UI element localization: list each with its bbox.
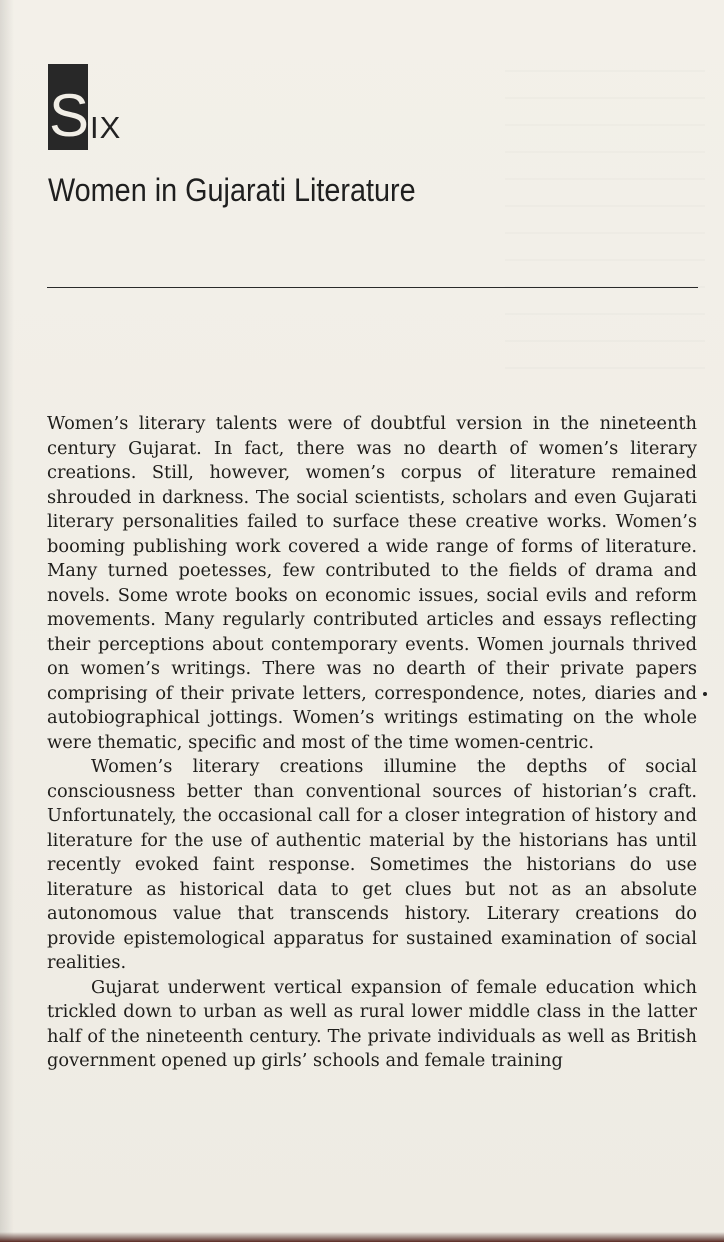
paragraph-1: Women’s literary talents were of doubtful version in the nineteenth century Gujarat. In fact, there was no dearth of women’s literary creations. Still, however, women’s corpus of literature remained shrouded in darkness. The social scientists, scholars and even Gujarati literary personalities failed to surface these creative works. Women’s booming publishing work covered a wide range of forms of literature. Many turned poetesses, few contributed to the fields of drama and novels. Some wrote books on economic issues, social evils and reform movements. Many regularly contributed articles and essays reflecting their perceptions about contemporary events. Women journals thrived on women’s writings. There was no dearth of their private papers comprising of their private letters, correspondence, notes, diaries and autobiographical jottings. Women’s writings estimating on the whole were thematic, specific and most of the time women-centric. xyxy=(47,413,697,753)
paragraph-2: Women’s literary creations illumine the depths of social consciousness better than conventional sources of historian’s craft. Unfortunately, the occasional call for a closer integration of history and literature for the use of authentic material by the historians has until recently evoked faint response. Sometimes the historians do use literature as historical data to get clues but not as an absolute autonomous value that transcends history. Literary creations do provide epistemological apparatus for sustained examination of social realities. xyxy=(47,756,697,973)
title-divider xyxy=(47,287,698,288)
chapter-title: Women in Gujarati Literature xyxy=(48,172,416,208)
page-bottom-edge xyxy=(0,1232,724,1242)
margin-speck xyxy=(703,692,707,696)
show-through-texture xyxy=(505,70,705,390)
paragraph-3: Gujarat underwent vertical expansion of female education which trickled down to urban as well as rural lower middle class in the latter half of the nineteenth century. The private individuals as well as British government opened up girls’ schools and female training xyxy=(47,976,697,1071)
chapter-drop-cap-box xyxy=(48,64,88,150)
body-text xyxy=(47,412,697,1074)
chapter-drop-cap-letter: S xyxy=(49,82,90,149)
chapter-number-rest: IX xyxy=(90,110,122,145)
chapter-number xyxy=(48,64,121,150)
